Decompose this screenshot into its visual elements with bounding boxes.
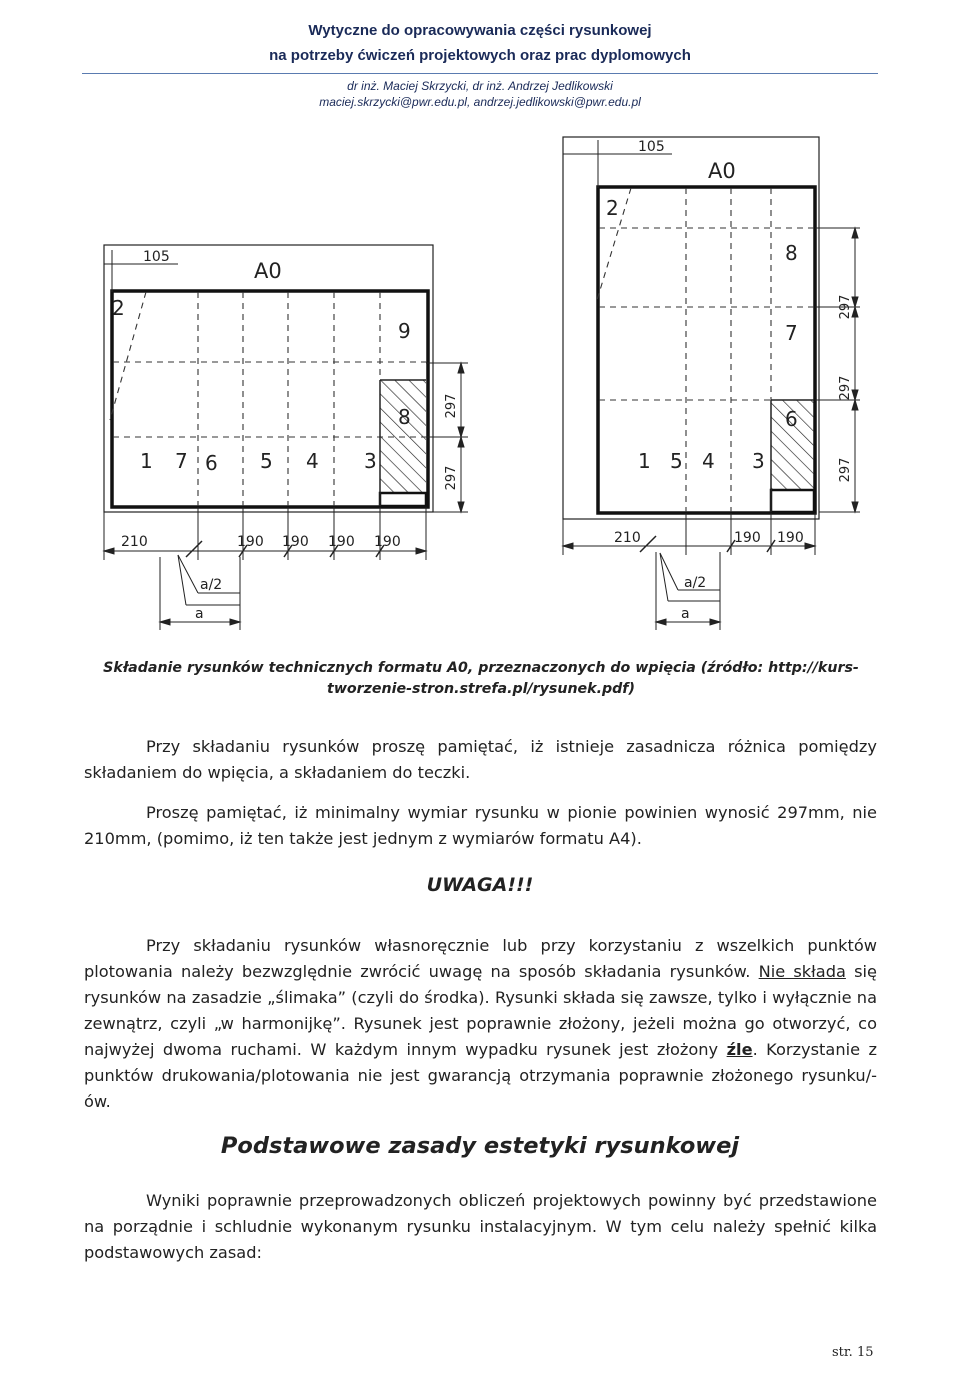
header-authors: dr inż. Maciej Skrzycki, dr inż. Andrzej Jedlikowski [347,79,613,93]
paragraph-1 [84,734,877,786]
left-bottom-dim: 210 [121,534,148,550]
paragraph-2 [84,800,877,852]
page-number: str. 15 [832,1345,874,1360]
left-fold-num: 7 [175,449,188,473]
left-vertical-dim: 297 [444,465,459,491]
left-fold-num: 1 [140,449,153,473]
left-fold-num: 9 [398,319,411,343]
right-fold-num: 2 [606,196,619,220]
left-fold-num: 8 [398,405,411,429]
paragraph-4 [84,1188,877,1266]
right-fold-num: 7 [785,321,798,345]
left-fold-num: 6 [205,451,218,475]
right-fold-num: 3 [752,449,765,473]
left-bottom-dim-labels [121,534,401,550]
right-fold-num: 4 [702,449,715,473]
right-fold-num: 5 [670,449,683,473]
left-fold-num: 2 [112,296,125,320]
left-fold-num: 5 [260,449,273,473]
right-fold-num: 1 [638,449,651,473]
right-bottom-dim: 210 [614,530,641,546]
section-heading: Podstawowe zasady estetyki rysunkowej [220,1133,740,1159]
right-fold-num: 8 [785,241,798,265]
left-format-label: A0 [254,259,282,283]
right-bottom-dim-labels [614,530,804,546]
paragraph-3-underlined: Nie składa [758,962,846,981]
left-margin-dim: 105 [143,249,170,265]
paragraph-3-part2: się rysunków na zasadzie „ślimaka” (czyli do środka). Rysunki składa się zawsze, tylko i wyłącznie na zewnątrz, czyli „w harmonijkę”. Rysunek jest poprawnie złożony, jeżeli można go otworzyć, co najwyżej dwoma ruchami. W każdym innym wypadku rysunek jest złożony [84,962,877,1059]
left-bottom-dim: 190 [237,534,264,550]
right-vertical-dim: 297 [838,294,853,320]
left-bottom-dim: 190 [282,534,309,550]
paragraph-3-part1: Przy składaniu rysunków własnoręcznie lub przy korzystaniu z wszelkich punktów plotowania należy bezwzględnie zwrócić uwagę na sposób składania rysunków. [84,936,877,981]
folding-diagram [0,0,960,650]
left-bottom-dim: 190 [328,534,355,550]
paragraph-4-text: Wyniki poprawnie przeprowadzonych obliczeń projektowych powinny być przedstawione na porządnie i schludnie wykonanym rysunku instalacyjnym. W tym celu należy spełnić kilka podstawowych zasad: [84,1191,877,1262]
right-a0-sheet [563,137,819,519]
right-bottom-dim: 190 [734,530,761,546]
right-margin-dim: 105 [638,139,665,155]
right-vertical-dim: 297 [838,457,853,483]
header-title-line2: na potrzeby ćwiczeń projektowych oraz prac dyplomowych [269,47,691,64]
paragraph-1-text: Przy składaniu rysunków proszę pamiętać, iż istnieje zasadnicza różnica pomiędzy składaniem do wpięcia, a składaniem do teczki. [84,737,877,782]
left-angle-label: a/2 [200,577,223,593]
left-fold-num: 3 [364,449,377,473]
right-bottom-dim: 190 [777,530,804,546]
figure-caption: Składanie rysunków technicznych formatu A0, przeznaczonych do wpięcia (źródło: http://kurs-tworzenie-stron.strefa.pl/rysunek.pdf) [103,660,859,697]
paragraph-3-part3: . Korzystanie z punktów drukowania/plotowania nie jest gwarancją otrzymania poprawnie złożonego rysunku/-ów. [84,1040,878,1111]
left-a-label: a [195,606,204,622]
left-bottom-dim: 190 [374,534,401,550]
warning-heading: UWAGA!!! [426,874,534,896]
paragraph-3 [84,933,877,1115]
paragraph-3-emphasis: źle [726,1040,753,1059]
header-title-line1: Wytyczne do opracowywania części rysunkowej [308,22,652,39]
left-fold-num: 4 [306,449,319,473]
paragraph-2-text: Proszę pamiętać, iż minimalny wymiar rysunku w pionie powinien wynosić 297mm, nie 210mm, (pomimo, iż ten także jest jednym z wymiarów formatu A4). [84,803,877,848]
right-vertical-dim: 297 [838,375,853,401]
right-fold-num: 6 [785,407,798,431]
right-angle-label: a/2 [684,575,707,591]
right-format-label: A0 [708,159,736,183]
right-a-label: a [681,606,690,622]
header-emails: maciej.skrzycki@pwr.edu.pl, andrzej.jedlikowski@pwr.edu.pl [319,95,641,109]
left-vertical-dim: 297 [444,393,459,419]
